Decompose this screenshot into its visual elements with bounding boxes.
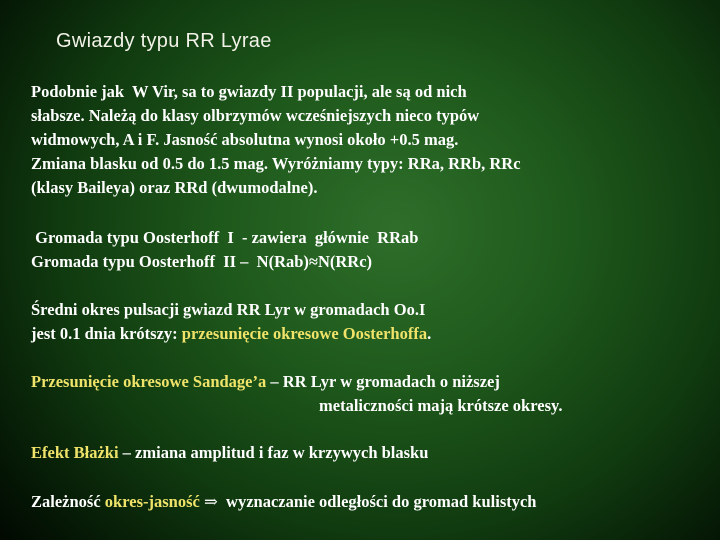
description-line-1: Podobnie jak W Vir, sa to gwiazdy II populacji, ale są od nich	[31, 82, 467, 101]
sandage-shift-line-1-rest: – RR Lyr w gromadach o niższej	[266, 372, 500, 391]
blazhko-term: Efekt Błażki	[31, 443, 119, 462]
description-paragraph	[31, 80, 521, 200]
oosterhoff-group-2: Gromada typu Oosterhoff II – N(Rab)≈N(RRc)	[31, 252, 373, 271]
oosterhoff-groups-paragraph	[31, 226, 418, 274]
description-line-3: widmowych, A i F. Jasność absolutna wynosi około +0.5 mag.	[31, 130, 459, 149]
sandage-shift-paragraph	[31, 370, 562, 418]
implies-arrow-icon: ⇒	[199, 492, 222, 511]
period-luminosity-rest: wyznaczanie odległości do gromad kulistych	[221, 492, 537, 511]
description-line-5: (klasy Baileya) oraz RRd (dwumodalne).	[31, 178, 318, 197]
period-shift-paragraph	[31, 298, 431, 346]
period-luminosity-term: okres-jasność	[104, 492, 200, 511]
sandage-shift-term: Przesunięcie okresowe Sandage’a	[31, 372, 267, 391]
oosterhoff-shift-term: przesunięcie okresowe Oosterhoffa	[181, 324, 428, 343]
sandage-shift-line-2: metaliczności mają krótsze okresy.	[319, 396, 563, 415]
slide-title: Gwiazdy typu RR Lyrae	[56, 30, 272, 52]
period-shift-line-1: Średni okres pulsacji gwiazd RR Lyr w gromadach Oo.I	[31, 300, 426, 319]
description-line-2: słabsze. Należą do klasy olbrzymów wcześniejszych nieco typów	[31, 106, 480, 125]
blazhko-paragraph	[31, 441, 428, 465]
period-luminosity-paragraph	[31, 490, 537, 514]
period-shift-line-2-suffix: .	[427, 324, 432, 343]
description-line-4: Zmiana blasku od 0.5 do 1.5 mag. Wyróżniamy typy: RRa, RRb, RRc	[31, 154, 521, 173]
period-luminosity-prefix: Zależność	[31, 492, 105, 511]
period-shift-line-2-prefix: jest 0.1 dnia krótszy:	[31, 324, 182, 343]
oosterhoff-group-1: Gromada typu Oosterhoff I - zawiera głównie RRab	[31, 228, 419, 247]
blazhko-description: – zmiana amplitud i faz w krzywych blasku	[118, 443, 429, 462]
